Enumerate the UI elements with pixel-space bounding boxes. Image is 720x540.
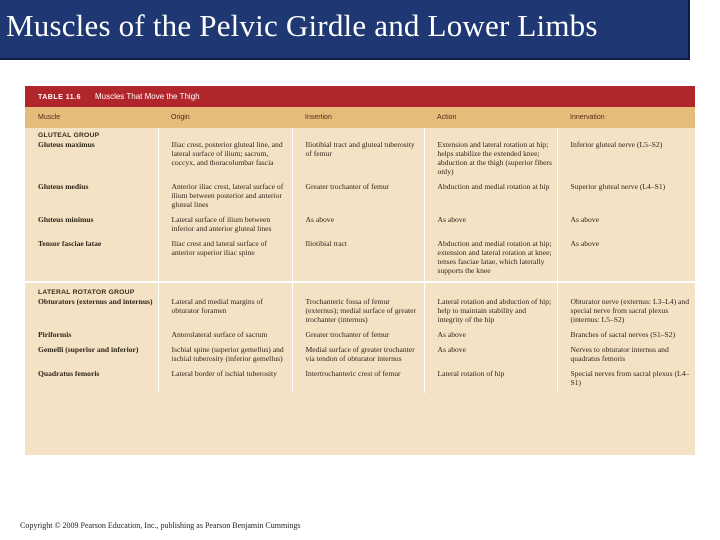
muscle-name: Quadratus femoris <box>25 369 158 393</box>
table-number: TABLE 11.6 <box>38 94 81 101</box>
origin-cell: Iliac crest and lateral surface of anterior superior iliac spine <box>158 239 292 282</box>
header-muscle: Muscle <box>25 107 158 128</box>
table-row <box>25 369 695 393</box>
origin-cell: Ischial spine (superior gemellus) and ischial tuberosity (inferior gemellus) <box>158 345 292 369</box>
header-innervation: Innervation <box>557 107 695 128</box>
insertion-cell: Iliotibial tract and gluteal tuberosity of femur <box>292 140 424 182</box>
muscle-table-panel <box>25 86 695 455</box>
innervation-cell: As above <box>570 215 599 224</box>
insertion-cell: As above <box>292 215 424 239</box>
innervation-cell: Nerves to obturator internus and quadratus femoris <box>570 345 669 363</box>
table-row <box>25 215 695 239</box>
muscle-name: Gluteus maximus <box>25 140 158 182</box>
action-cell: Lateral rotation of hip <box>424 369 557 393</box>
muscle-name: Gemelli (superior and inferior) <box>25 345 158 369</box>
slide-title: Muscles of the Pelvic Girdle and Lower Limbs <box>6 8 598 43</box>
insertion-cell: Medial surface of greater trochanter via tendon of obturator internus <box>292 345 424 369</box>
muscle-table <box>25 107 695 393</box>
copyright-notice: Copyright © 2009 Pearson Education, Inc., publishing as Pearson Benjamin Cummings <box>20 521 301 530</box>
action-cell: As above <box>424 215 557 239</box>
origin-cell: Anterior iliac crest, lateral surface of ilium between posterior and anterior gluteal lines <box>158 182 292 215</box>
origin-cell: Lateral border of ischial tuberosity <box>158 369 292 393</box>
group-label: LATERAL ROTATOR GROUP <box>25 282 158 297</box>
insertion-cell: Greater trochanter of femur <box>292 330 424 345</box>
origin-cell: Iliac crest, posterior gluteal line, and lateral surface of ilium; sacrum, coccyx, and thoracolumbar fascia <box>158 140 292 182</box>
muscle-name: Obturators (externus and internus) <box>25 297 158 330</box>
origin-cell: Lateral and medial margins of obturator foramen <box>158 297 292 330</box>
action-cell: As above <box>424 330 557 345</box>
insertion-cell: Intertrochanteric crest of femur <box>292 369 424 393</box>
table-caption <box>25 86 695 107</box>
muscle-name: Tensor fasciae latae <box>25 239 158 282</box>
muscle-name: Gluteus minimus <box>25 215 158 239</box>
origin-cell: Anterolateral surface of sacrum <box>158 330 292 345</box>
innervation-cell: Obturator nerve (externus: L3–L4) and special nerve from sacral plexus (internus: L5–S2) <box>570 297 690 324</box>
group-label: GLUTEAL GROUP <box>25 128 158 140</box>
header-action: Action <box>424 107 557 128</box>
insertion-cell: Greater trochanter of femur <box>292 182 424 215</box>
innervation-cell: Superior gluteal nerve (L4–S1) <box>570 182 666 191</box>
innervation-cell: As above <box>570 239 599 248</box>
muscle-name: Gluteus medius <box>25 182 158 215</box>
action-cell: Extension and lateral rotation at hip; helps stabilize the extended knee; abduction at the thigh (superior fibers only) <box>424 140 557 182</box>
header-insertion: Insertion <box>292 107 424 128</box>
innervation-cell: Branches of sacral nerves (S1–S2) <box>570 330 676 339</box>
group-row-gluteal <box>25 128 695 140</box>
table-header-row <box>25 107 695 128</box>
table-row <box>25 345 695 369</box>
action-cell: Abduction and medial rotation at hip <box>424 182 557 215</box>
action-cell: As above <box>424 345 557 369</box>
table-row <box>25 182 695 215</box>
action-cell: Lateral rotation and abduction of hip; help to maintain stability and integrity of the hip <box>424 297 557 330</box>
table-row <box>25 239 695 282</box>
table-row <box>25 140 695 182</box>
header-origin: Origin <box>158 107 292 128</box>
table-row <box>25 297 695 330</box>
muscle-name: Piriformis <box>25 330 158 345</box>
group-row-lateral-rotator <box>25 282 695 297</box>
action-cell: Abduction and medial rotation at hip; extension and lateral rotation at knee; tenses fasciae latae, which laterally supports the knee <box>424 239 557 282</box>
innervation-cell: Inferior gluteal nerve (L5–S2) <box>570 140 663 149</box>
insertion-cell: Trochanteric fossa of femur (externus); medial surface of greater trochanter (internus) <box>292 297 424 330</box>
slide-title-bar <box>0 0 690 60</box>
insertion-cell: Iliotibial tract <box>292 239 424 282</box>
table-row <box>25 330 695 345</box>
innervation-cell: Special nerves from sacral plexus (L4–S1) <box>570 369 690 387</box>
table-name: Muscles That Move the Thigh <box>94 92 200 101</box>
origin-cell: Lateral surface of ilium between inferior and anterior gluteal lines <box>158 215 292 239</box>
